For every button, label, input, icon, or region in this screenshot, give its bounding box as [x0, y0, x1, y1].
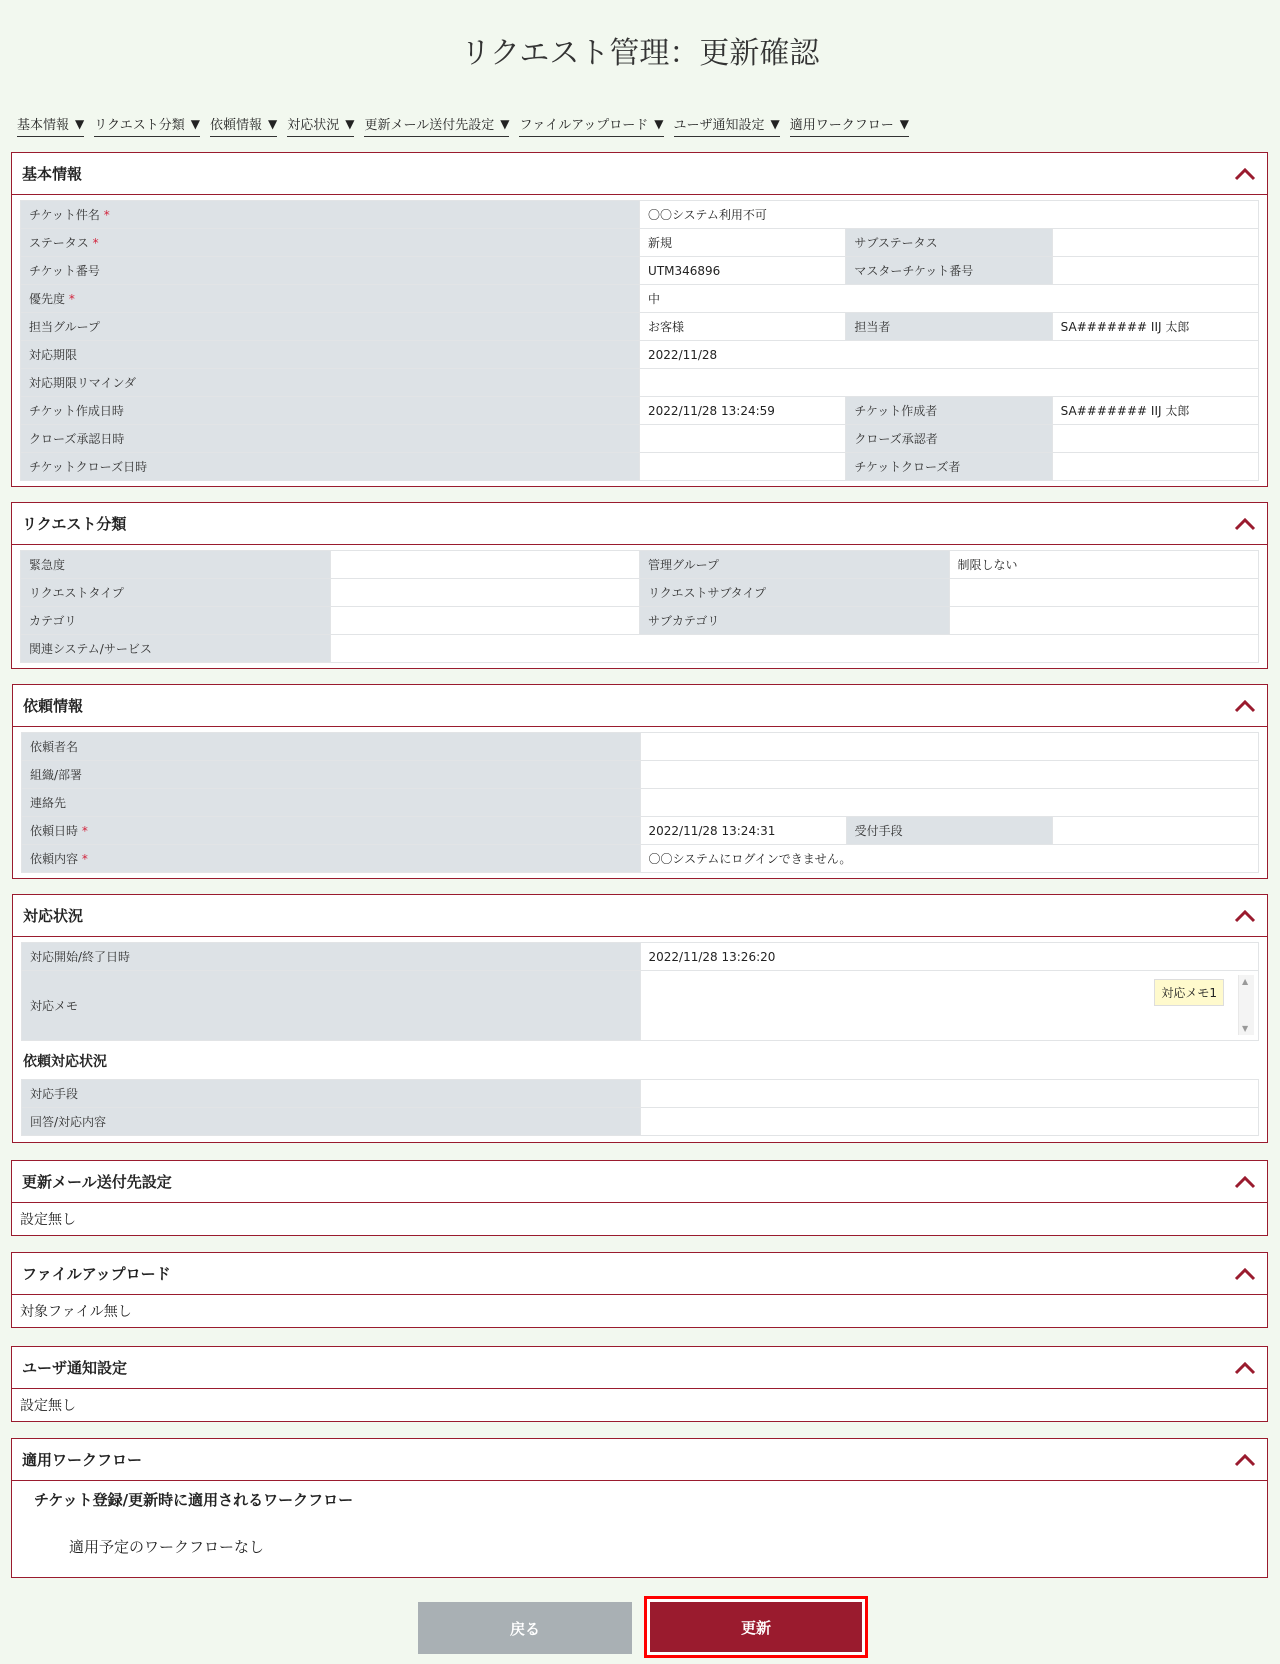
chevron-up-icon[interactable]	[1233, 1174, 1257, 1190]
table-row	[21, 453, 1259, 481]
required-mark: *	[81, 824, 88, 838]
field-value	[640, 1080, 1258, 1108]
field-value	[640, 257, 846, 285]
field-label-text: チケット作成日時	[29, 404, 124, 418]
required-mark: *	[92, 236, 99, 250]
chevron-up-icon[interactable]	[1233, 1360, 1257, 1376]
down-triangle-icon: ▼	[770, 116, 780, 131]
table-row	[22, 761, 1259, 789]
upload-header	[12, 1253, 1267, 1295]
field-label-text: 緊急度	[29, 558, 66, 572]
field-label-text: サブステータス	[854, 236, 938, 250]
field-value: 2022/11/28 13:26:20	[640, 943, 1258, 971]
field-label-text: 連絡先	[30, 796, 67, 810]
field-label	[21, 551, 331, 579]
section-title: 適用ワークフロー	[22, 1451, 143, 1469]
nav-label: 更新メール送付先設定	[364, 118, 495, 133]
field-value-text: SA####### IIJ 太郎	[1060, 320, 1190, 334]
field-value	[640, 201, 1259, 229]
field-label	[21, 635, 331, 663]
field-value	[1052, 453, 1258, 481]
field-label	[846, 453, 1052, 481]
nav-label: 対応状況	[287, 118, 340, 133]
nav-label: ファイルアップロード	[519, 118, 649, 133]
field-label-text: 担当グループ	[29, 320, 101, 334]
field-label: 回答/対応内容	[22, 1108, 641, 1136]
table-row	[22, 943, 1259, 971]
field-value	[949, 579, 1259, 607]
down-triangle-icon: ▼	[267, 116, 278, 131]
field-value-text: 2022/11/28 13:24:59	[648, 403, 775, 418]
field-label-text: 管理グループ	[648, 558, 720, 572]
down-triangle-icon: ▼	[75, 116, 85, 131]
field-label	[846, 425, 1052, 453]
field-label-text: 依頼内容	[30, 852, 79, 866]
nav-workflow[interactable]	[790, 113, 909, 137]
field-value	[1052, 229, 1258, 257]
field-label-text: チケットクローズ者	[854, 460, 961, 474]
table-row	[22, 733, 1259, 761]
field-label	[846, 257, 1052, 285]
nav-label: ユーザ通知設定	[673, 118, 765, 133]
nav-notify[interactable]	[674, 113, 780, 137]
required-mark: *	[68, 292, 75, 306]
field-value	[640, 397, 846, 425]
field-label-text: 担当者	[854, 320, 891, 334]
field-label-text: チケット作成者	[854, 404, 938, 418]
request-header	[13, 685, 1267, 727]
field-label-text: マスターチケット番号	[854, 264, 974, 278]
workflow-value: 適用予定のワークフローなし	[69, 1538, 265, 1556]
sub-section-title: 依頼対応状況	[23, 1054, 107, 1070]
field-label	[22, 761, 641, 789]
basic-info-table	[20, 200, 1259, 481]
nav-label: リクエスト分類	[94, 118, 185, 133]
field-value	[640, 1108, 1258, 1136]
section-title: ファイルアップロード	[22, 1265, 171, 1283]
nav-upload[interactable]	[519, 113, 663, 137]
field-value	[640, 229, 846, 257]
field-value	[640, 845, 1258, 873]
field-label-text: 優先度	[29, 292, 66, 306]
field-label	[22, 817, 641, 845]
update-button-highlight	[644, 1596, 868, 1658]
field-label	[22, 733, 641, 761]
nav-label: 依頼情報	[209, 118, 262, 133]
status-section	[12, 894, 1268, 1143]
section-title: 依頼情報	[23, 697, 84, 715]
field-value	[640, 817, 846, 845]
page-title: リクエスト管理：更新確認	[460, 36, 820, 71]
field-label-text: 組織/部署	[30, 768, 83, 782]
table-row	[21, 579, 1259, 607]
field-value	[640, 453, 846, 481]
field-label	[640, 579, 950, 607]
field-value-text: 〇〇システムにログインできません。	[648, 852, 852, 866]
field-label: 対応手段	[22, 1080, 641, 1108]
field-label-text: ステータス	[29, 236, 89, 250]
field-value-text: SA####### IIJ 太郎	[1060, 404, 1190, 418]
field-label	[21, 607, 331, 635]
nav-status[interactable]	[287, 113, 354, 137]
field-label-text: 対応期限	[29, 348, 78, 362]
field-label	[21, 369, 640, 397]
notify-value: 設定無し	[20, 1398, 76, 1414]
upload-value: 対象ファイル無し	[20, 1304, 132, 1320]
table-row	[21, 635, 1259, 663]
field-value	[640, 285, 1259, 313]
table-row	[21, 341, 1259, 369]
field-label-text: 対応期限リマインダ	[29, 376, 137, 390]
field-value-text: 2022/11/28 13:24:31	[648, 823, 776, 838]
field-value	[1052, 425, 1258, 453]
basic-info-section	[11, 152, 1268, 487]
section-title: 基本情報	[22, 165, 83, 183]
down-triangle-icon: ▼	[500, 116, 510, 131]
table-row	[22, 789, 1259, 817]
workflow-subtitle: チケット登録/更新時に適用されるワークフロー	[34, 1491, 354, 1509]
field-label	[21, 397, 640, 425]
notify-header	[12, 1347, 1267, 1389]
nav-basic[interactable]	[17, 113, 84, 137]
table-row	[22, 971, 1259, 1041]
mail-value: 設定無し	[20, 1212, 76, 1228]
field-value	[330, 551, 640, 579]
response-table	[21, 1079, 1259, 1136]
field-value-text: お客様	[648, 320, 685, 334]
chevron-up-icon[interactable]	[1233, 1452, 1257, 1468]
chevron-up-icon[interactable]	[1233, 516, 1257, 532]
back-button[interactable]: 戻る	[418, 1602, 632, 1654]
field-label	[846, 229, 1052, 257]
workflow-header	[12, 1439, 1267, 1481]
field-label-text: チケット件名	[29, 208, 100, 222]
status-header	[13, 895, 1267, 937]
field-label	[22, 845, 641, 873]
chevron-up-icon[interactable]	[1233, 166, 1257, 182]
update-button[interactable]: 更新	[650, 1602, 862, 1652]
down-triangle-icon: ▼	[345, 116, 355, 131]
category-header	[12, 503, 1267, 545]
field-value	[330, 635, 1259, 663]
section-title: 更新メール送付先設定	[22, 1173, 172, 1191]
section-title: 対応状況	[23, 907, 84, 925]
mail-section	[11, 1160, 1268, 1236]
field-label-text: クローズ承認日時	[29, 432, 125, 446]
upload-section	[11, 1252, 1268, 1328]
memo-tag[interactable]: 対応メモ1	[1154, 979, 1224, 1006]
section-title: ユーザ通知設定	[22, 1359, 128, 1377]
field-value-text: 2022/11/28	[648, 347, 718, 362]
field-value-text: 新規	[648, 236, 673, 250]
scroll-down-icon[interactable]: ▼	[1242, 1024, 1249, 1033]
field-label	[22, 789, 641, 817]
field-label-text: クローズ承認者	[854, 432, 938, 446]
field-value	[640, 761, 1258, 789]
field-value-text: 中	[648, 292, 661, 306]
field-label: 対応開始/終了日時	[22, 943, 641, 971]
field-value-text: UTM346896	[648, 263, 721, 278]
required-mark: *	[103, 208, 110, 222]
field-label	[21, 579, 331, 607]
field-label	[21, 201, 640, 229]
table-row	[22, 845, 1259, 873]
table-row	[21, 369, 1259, 397]
table-row	[21, 257, 1259, 285]
section-title: リクエスト分類	[22, 515, 127, 533]
field-value	[330, 579, 640, 607]
field-label-text: チケット番号	[29, 264, 100, 278]
chevron-up-icon[interactable]	[1233, 1266, 1257, 1282]
request-section	[12, 684, 1268, 879]
field-label	[846, 397, 1052, 425]
nav-label: 基本情報	[17, 118, 70, 133]
field-label	[21, 229, 640, 257]
field-value	[1052, 257, 1258, 285]
table-row	[22, 1080, 1259, 1108]
category-table	[20, 550, 1259, 663]
field-label	[21, 257, 640, 285]
table-row	[21, 285, 1259, 313]
field-label-text: 依頼者名	[30, 740, 79, 754]
field-label	[21, 425, 640, 453]
field-value	[640, 313, 846, 341]
field-value	[1052, 817, 1258, 845]
chevron-up-icon[interactable]	[1233, 698, 1257, 714]
field-value	[1052, 397, 1258, 425]
required-mark: *	[81, 852, 88, 866]
nav-category[interactable]	[94, 113, 200, 137]
field-value-text: 〇〇システム利用不可	[648, 208, 767, 222]
table-row	[21, 425, 1259, 453]
field-value-text: 制限しない	[957, 558, 1018, 572]
field-label-text: 受付手段	[854, 824, 903, 838]
table-row	[22, 1108, 1259, 1136]
field-value	[640, 369, 1259, 397]
field-label-text: リクエストサブタイプ	[648, 586, 767, 600]
field-value	[640, 733, 1258, 761]
table-row	[22, 817, 1259, 845]
scroll-up-icon[interactable]: ▲	[1242, 977, 1249, 986]
field-label: 対応メモ	[22, 971, 641, 1041]
anchor-nav	[17, 113, 909, 137]
field-label-text: リクエストタイプ	[29, 586, 124, 600]
table-row	[21, 551, 1259, 579]
field-label-text: カテゴリ	[29, 614, 77, 628]
field-label	[21, 313, 640, 341]
field-value	[949, 607, 1259, 635]
memo-field[interactable]	[640, 971, 1258, 1041]
table-row	[21, 397, 1259, 425]
nav-label: 適用ワークフロー	[789, 118, 894, 133]
down-triangle-icon: ▼	[899, 116, 910, 131]
field-value	[640, 341, 1259, 369]
chevron-up-icon[interactable]	[1233, 908, 1257, 924]
table-row	[21, 607, 1259, 635]
basic-info-header	[12, 153, 1267, 195]
field-label	[21, 453, 640, 481]
field-label	[846, 313, 1052, 341]
field-label-text: 依頼日時	[30, 824, 79, 838]
nav-request[interactable]	[210, 113, 277, 137]
table-row	[21, 229, 1259, 257]
workflow-section	[11, 1438, 1268, 1578]
table-row	[21, 201, 1259, 229]
field-value	[949, 551, 1259, 579]
field-value	[640, 425, 846, 453]
field-label-text: サブカテゴリ	[648, 614, 720, 628]
field-label	[640, 607, 950, 635]
request-table	[21, 732, 1259, 873]
memo-scrollbar[interactable]	[1238, 975, 1254, 1035]
field-label	[846, 817, 1052, 845]
field-label	[640, 551, 950, 579]
table-row	[21, 313, 1259, 341]
field-label	[21, 285, 640, 313]
field-label-text: 関連システム/サービス	[29, 642, 152, 656]
notify-section	[11, 1346, 1268, 1422]
category-section	[11, 502, 1268, 669]
field-label	[21, 341, 640, 369]
mail-header	[12, 1161, 1267, 1203]
down-triangle-icon: ▼	[654, 116, 664, 131]
nav-mail[interactable]	[364, 113, 509, 137]
field-label-text: チケットクローズ日時	[29, 460, 148, 474]
down-triangle-icon: ▼	[190, 116, 200, 131]
field-value	[1052, 313, 1258, 341]
field-value	[330, 607, 640, 635]
status-table	[21, 942, 1259, 1041]
field-value	[640, 789, 1258, 817]
